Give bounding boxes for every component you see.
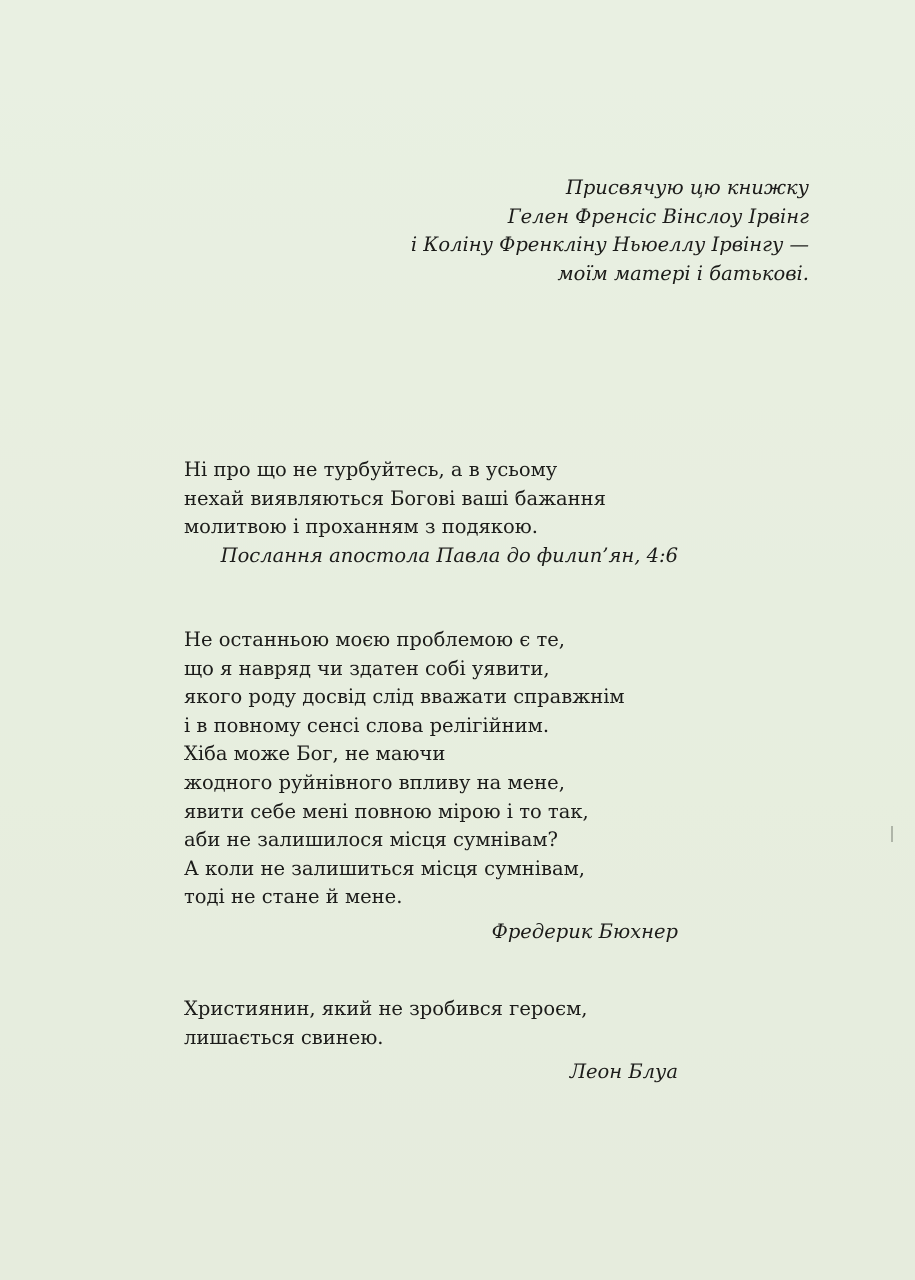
- epigraph-line: Ні про що не турбуйтесь, а в усьому: [184, 458, 558, 481]
- epigraph-line: А коли не залишиться місця сумнівам,: [184, 856, 585, 880]
- epigraph-line: жодного руйнівного впливу на мене,: [184, 770, 565, 794]
- epigraph-line: що я навряд чи здатен собі уявити,: [184, 656, 550, 680]
- dedication-line: моїм матері і батькові.: [557, 261, 809, 285]
- epigraph-attribution: Леон Блуа: [569, 1060, 678, 1084]
- epigraph-line: молитвою і проханням з подякою.: [184, 515, 538, 539]
- epigraph-line: і в повному сенсі слова релігійним.: [184, 713, 550, 737]
- epigraph-buechner: [184, 626, 678, 947]
- epigraph-line: нехай виявляються Богові ваші бажання: [184, 486, 606, 510]
- epigraph-line: лишається свинею.: [184, 1025, 384, 1049]
- epigraph-line: Хіба може Бог, не маючи: [184, 742, 446, 766]
- epigraph-scripture: [184, 456, 678, 570]
- epigraph-line: Християнин, який не зробився героєм,: [184, 997, 588, 1020]
- epigraph-bloy: [184, 995, 678, 1087]
- dedication: [411, 174, 809, 288]
- epigraph-line: аби не залишилося місця сумнівам?: [184, 828, 559, 852]
- page-edge-mark: [891, 826, 893, 842]
- epigraph-line: якого роду досвід слід вважати справжнім: [184, 685, 625, 709]
- epigraph-line: явити себе мені повною мірою і то так,: [184, 799, 589, 823]
- dedication-line: Присвячую цю книжку: [565, 176, 809, 199]
- dedication-line: Гелен Френсіс Вінслоу Ірвінг: [507, 204, 809, 228]
- epigraph-attribution: Фредерик Бюхнер: [491, 919, 678, 943]
- dedication-line: і Коліну Френкліну Ньюеллу Ірвінгу —: [410, 233, 809, 257]
- epigraph-line: тоді не стане й мене.: [184, 885, 403, 909]
- epigraph-line: Не останньою моєю проблемою є те,: [184, 628, 565, 651]
- epigraph-attribution: Послання апостола Павла до филип’ян, 4:6: [220, 543, 678, 567]
